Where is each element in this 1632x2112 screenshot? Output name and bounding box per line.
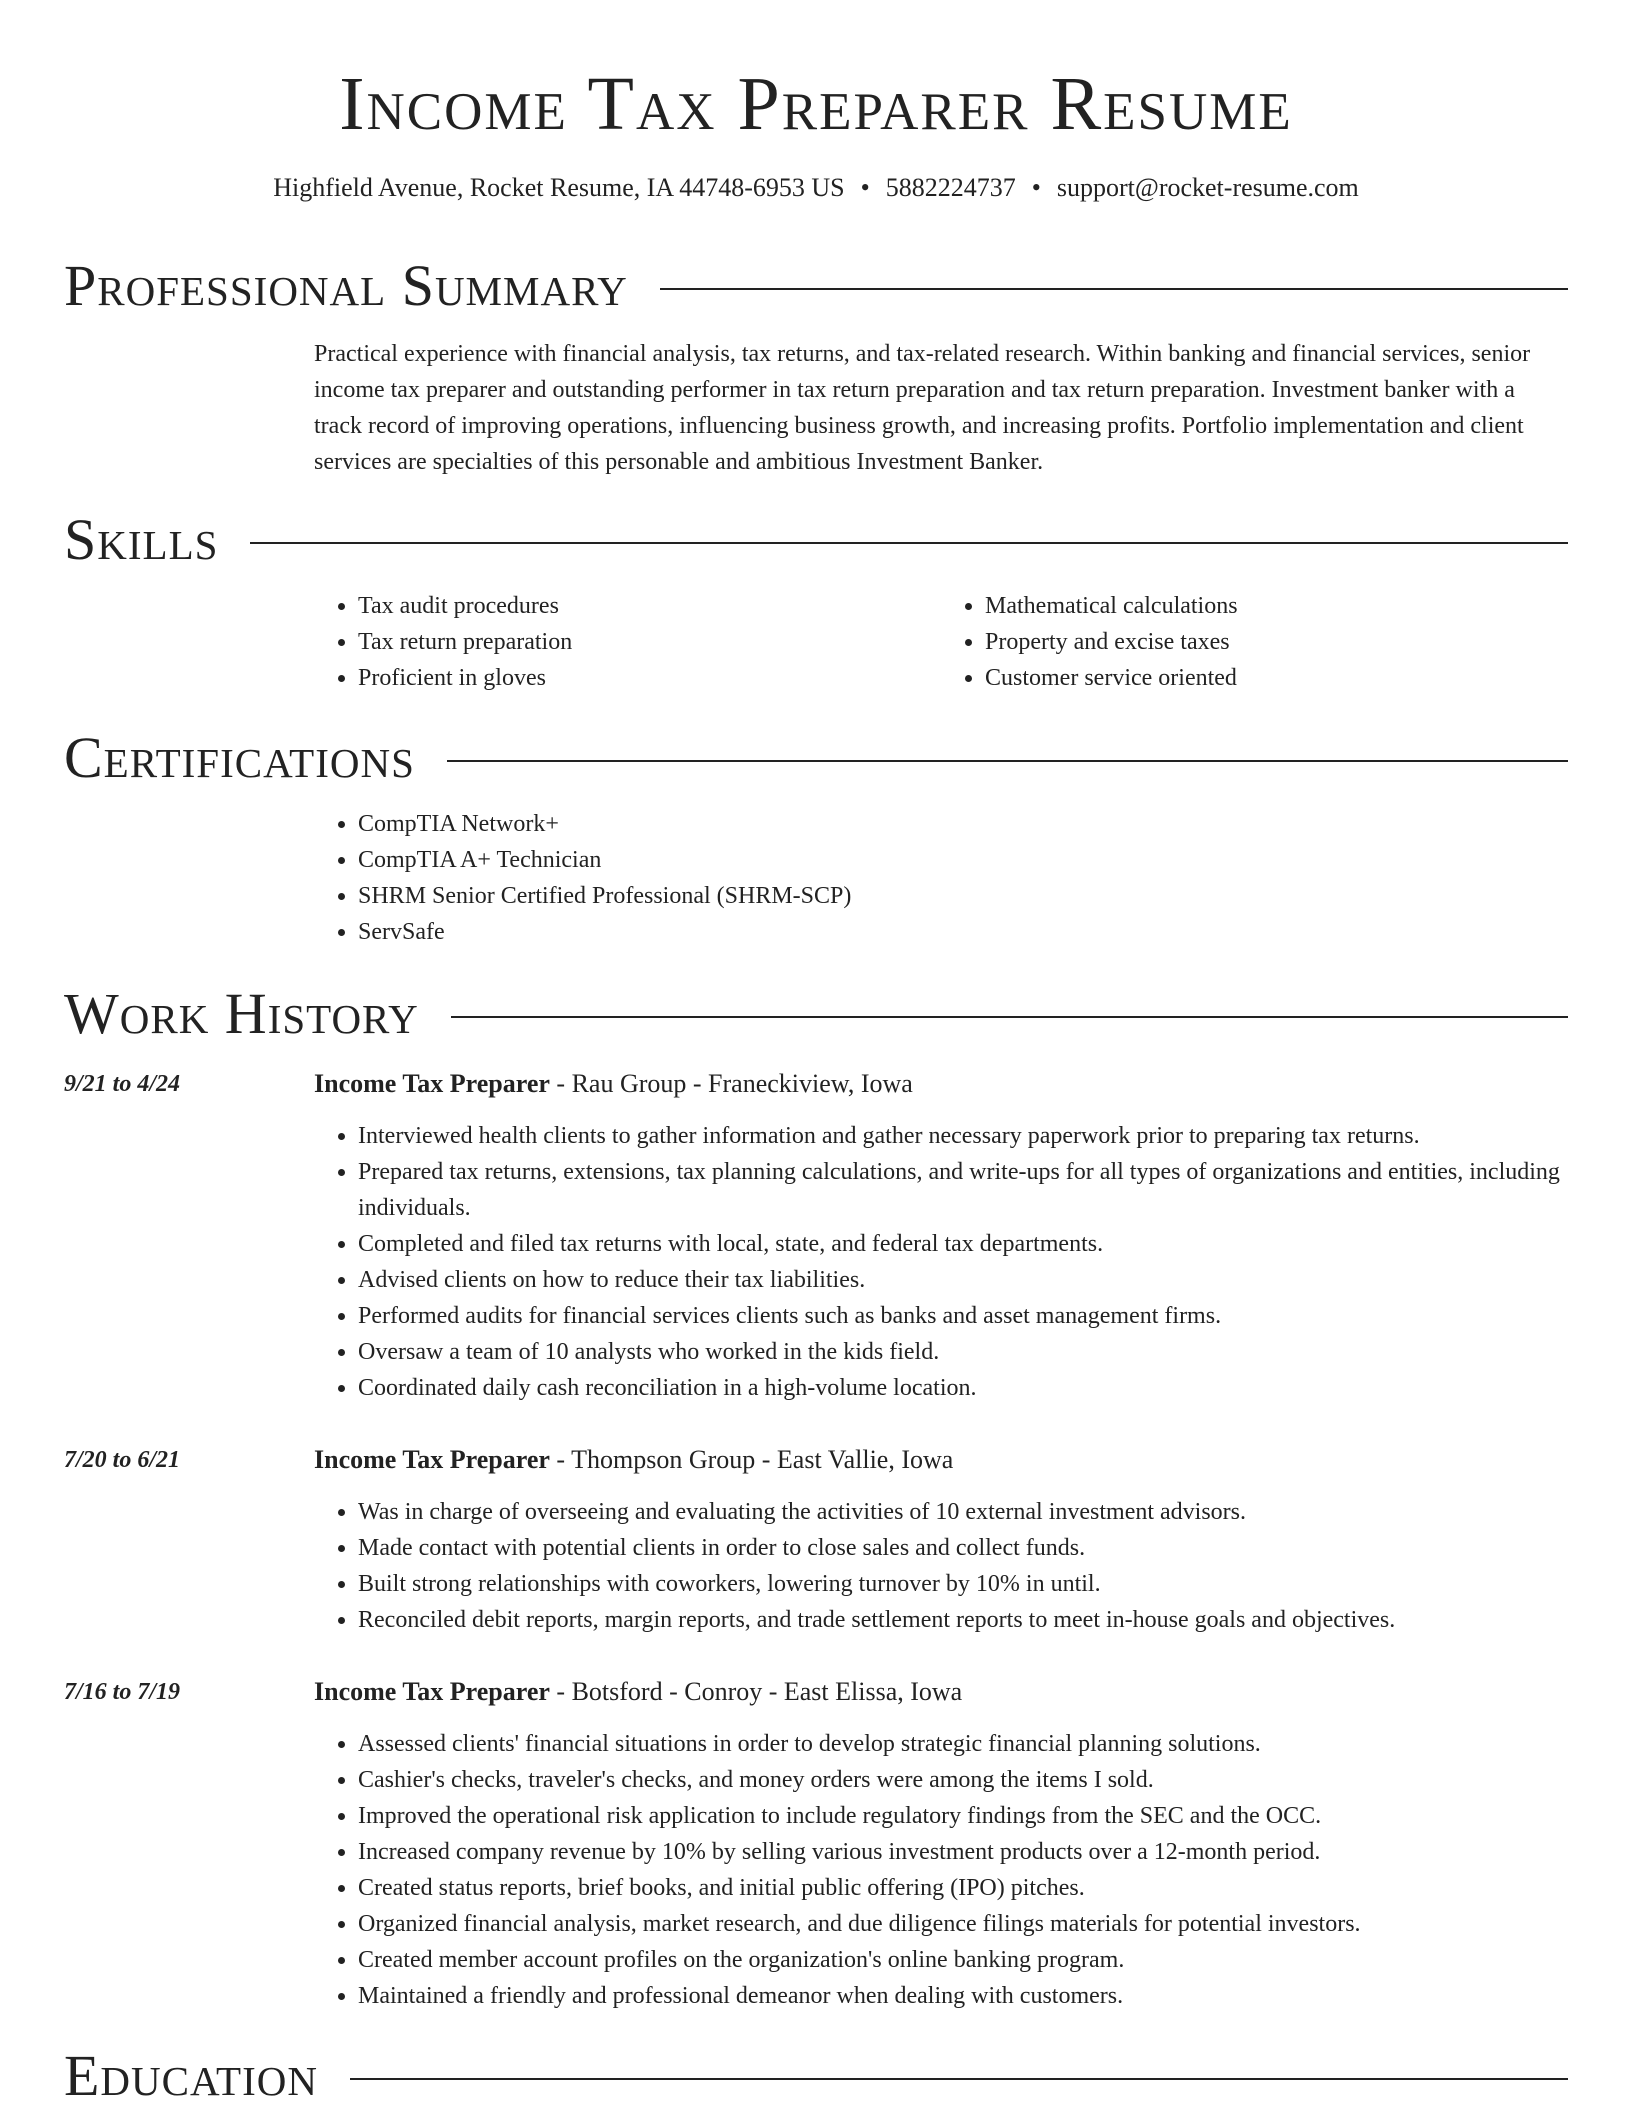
job-bullets <box>314 1726 1568 2014</box>
job-bullet: • Oversaw a team of 10 analysts who worked in the kids field. <box>358 1334 1568 1370</box>
certification-item: • CompTIA A+ Technician <box>358 842 1568 878</box>
work-section-header <box>64 982 1568 1046</box>
job-title: Income Tax Preparer <box>314 1677 550 1706</box>
job-bullet: • Interviewed health clients to gather information and gather necessary paperwork prior to preparing tax returns. <box>358 1118 1568 1154</box>
contact-line <box>0 172 1632 204</box>
job-dates: 9/21 to 4/24 <box>64 1071 181 1097</box>
job-bullets <box>314 1494 1568 1638</box>
job-company: - Botsford - Conroy - East Elissa, Iowa <box>549 1677 963 1706</box>
job-bullet: • Created status reports, brief books, and initial public offering (IPO) pitches. <box>358 1870 1568 1906</box>
section-title-certifications: Certifications <box>64 725 415 790</box>
education-section-header <box>64 2044 1568 2108</box>
job-bullet: • Was in charge of overseeing and evaluating the activities of 10 external investment advisors. <box>358 1494 1568 1530</box>
job-bullet: • Advised clients on how to reduce their tax liabilities. <box>358 1262 1568 1298</box>
skill-item: • Tax return preparation <box>358 624 941 660</box>
skills-section-header <box>64 508 1568 572</box>
section-rule <box>250 542 1568 544</box>
job-bullet: • Reconciled debit reports, margin reports, and trade settlement reports to meet in-house goals and objectives. <box>358 1602 1568 1638</box>
job-bullet: • Created member account profiles on the organization's online banking program. <box>358 1942 1568 1978</box>
job-bullet: • Increased company revenue by 10% by selling various investment products over a 12-month period. <box>358 1834 1568 1870</box>
section-title-summary: Professional Summary <box>64 253 628 318</box>
certifications-list <box>314 806 1568 950</box>
certification-item: • SHRM Senior Certified Professional (SHRM-SCP) <box>358 878 1568 914</box>
job-dates: 7/20 to 6/21 <box>64 1447 181 1473</box>
job-company: - Thompson Group - East Vallie, Iowa <box>549 1445 954 1474</box>
job-bullet: • Built strong relationships with coworkers, lowering turnover by 10% in until. <box>358 1566 1568 1602</box>
skill-item: • Customer service oriented <box>985 660 1568 696</box>
section-title-skills: Skills <box>64 507 219 572</box>
job-entry <box>314 1674 1568 2014</box>
job-bullet: • Made contact with potential clients in order to close sales and collect funds. <box>358 1530 1568 1566</box>
job-company: - Rau Group - Franeckiview, Iowa <box>549 1069 913 1098</box>
phone: 5882224737 <box>885 173 1016 202</box>
skills-block <box>314 588 1568 696</box>
skill-item: • Property and excise taxes <box>985 624 1568 660</box>
job-bullet: • Organized financial analysis, market research, and due diligence filings materials for potential investors. <box>358 1906 1568 1942</box>
separator: • <box>1031 173 1041 202</box>
skill-item: • Tax audit procedures <box>358 588 941 624</box>
job-bullets <box>314 1118 1568 1406</box>
summary-text: Practical experience with financial analysis, tax returns, and tax-related research. Within banking and financial services, senior income tax preparer and outstanding performer in tax return preparation and tax return preparation. Investment banker with a track record of improving operations, influencing business growth, and increasing profits. Portfolio implementation and client services are specialties of this personable and ambitious Investment Banker. <box>314 341 1531 475</box>
job-bullet: • Coordinated daily cash reconciliation in a high-volume location. <box>358 1370 1568 1406</box>
job-heading <box>314 1674 1568 1710</box>
skill-item: • Proficient in gloves <box>358 660 941 696</box>
job-title: Income Tax Preparer <box>314 1069 550 1098</box>
job-heading <box>314 1442 1568 1478</box>
resume-title: Income Tax Preparer Resume <box>339 62 1293 146</box>
section-title-work-history: Work History <box>64 981 419 1046</box>
section-rule <box>447 760 1568 762</box>
certifications-block <box>314 806 1568 950</box>
section-rule <box>350 2078 1568 2080</box>
certifications-section-header <box>64 726 1568 790</box>
separator: • <box>860 173 870 202</box>
job-dates: 7/16 to 7/19 <box>64 1679 181 1705</box>
job-bullet: • Maintained a friendly and professional demeanor when dealing with customers. <box>358 1978 1568 2014</box>
summary-section-header <box>64 254 1568 318</box>
job-bullet: • Cashier's checks, traveler's checks, and money orders were among the items I sold. <box>358 1762 1568 1798</box>
job-heading <box>314 1066 1568 1102</box>
skills-list-left <box>314 588 941 696</box>
job-bullet: • Assessed clients' financial situations in order to develop strategic financial planning solutions. <box>358 1726 1568 1762</box>
skill-item: • Mathematical calculations <box>985 588 1568 624</box>
job-bullet: • Prepared tax returns, extensions, tax planning calculations, and write-ups for all types of organizations and entities, including individuals. <box>358 1154 1568 1226</box>
certification-item: • CompTIA Network+ <box>358 806 1568 842</box>
job-bullet: • Performed audits for financial services clients such as banks and asset management firms. <box>358 1298 1568 1334</box>
certification-item: • ServSafe <box>358 914 1568 950</box>
summary-block <box>314 336 1568 480</box>
section-title-education: Education <box>64 2043 318 2108</box>
section-rule <box>660 288 1568 290</box>
job-entry <box>314 1442 1568 1638</box>
job-bullet: • Improved the operational risk application to include regulatory findings from the SEC and the OCC. <box>358 1798 1568 1834</box>
address: Highfield Avenue, Rocket Resume, IA 44748-6953 US <box>273 173 845 202</box>
job-bullet: • Completed and filed tax returns with local, state, and federal tax departments. <box>358 1226 1568 1262</box>
section-rule <box>451 1016 1568 1018</box>
job-entry <box>314 1066 1568 1406</box>
email-link[interactable]: support@rocket-resume.com <box>1056 173 1359 202</box>
skills-list-right <box>941 588 1568 696</box>
job-title: Income Tax Preparer <box>314 1445 550 1474</box>
